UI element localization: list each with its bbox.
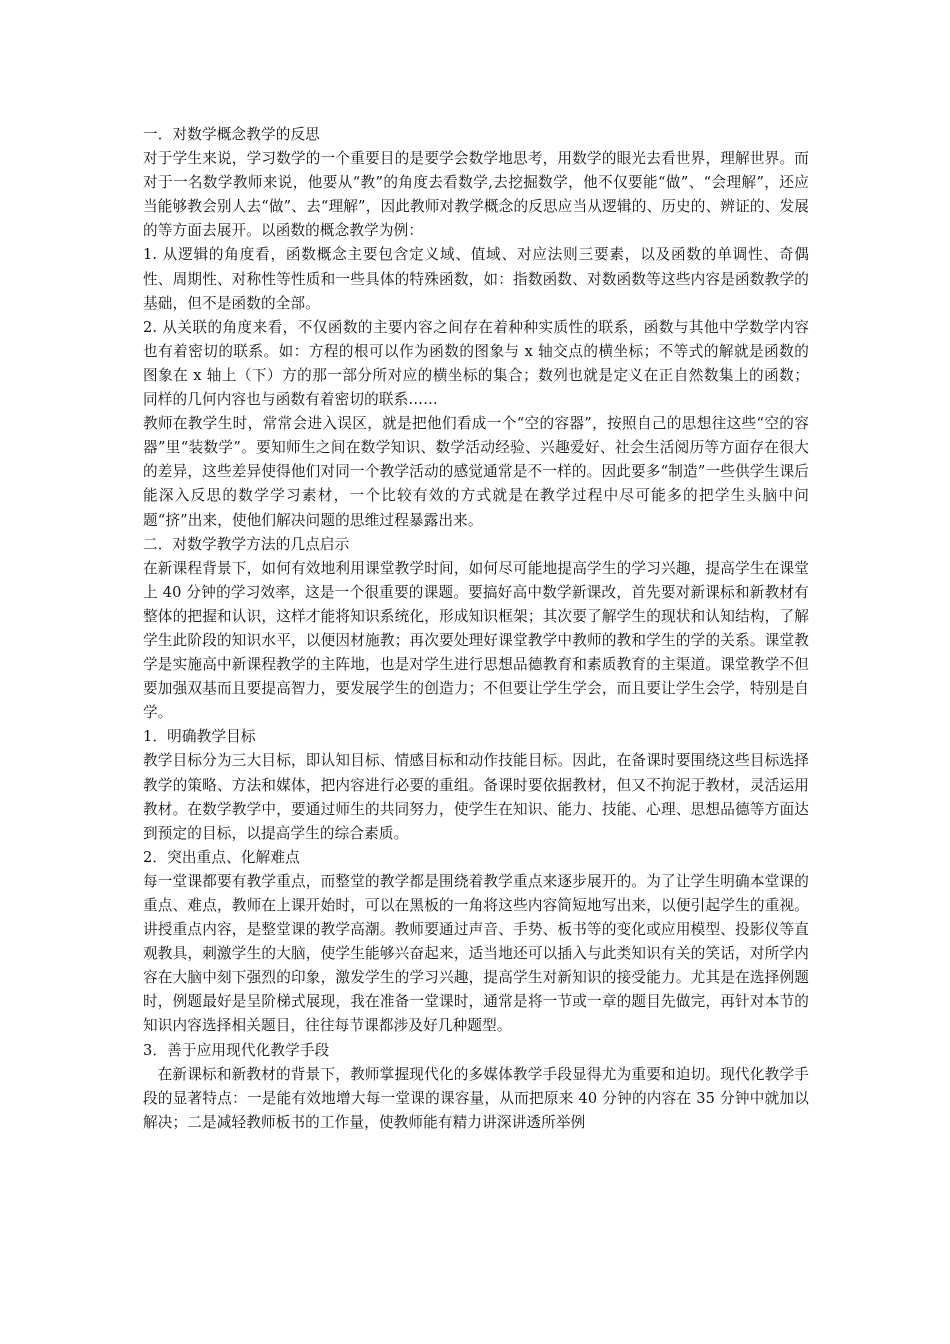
- document-page: [143, 123, 809, 1135]
- section-heading-2: 二．对数学教学方法的几点启示: [143, 535, 350, 553]
- paragraph: 2. 从关联的角度来看，不仅函数的主要内容之间存在着种种实质性的联系，函数与其他中学数学内容也有着密切的联系。如：方程的根可以作为函数的图象与 x 轴交点的横坐标；不等式的解就是函数的图象在 x 轴上（下）方的那一部分所对应的横坐标的集合；数列也就是定义在正自然数集上的函数；同样的几何内容也与函数有着密切的联系……: [143, 318, 809, 409]
- paragraph: 1. 从逻辑的角度看，函数概念主要包含定义域、值域、对应法则三要素，以及函数的单调性、奇偶性、周期性、对称性等性质和一些具体的特殊函数，如：指数函数、对数函数等这些内容是函数教学的基础，但不是函数的全部。: [143, 246, 809, 312]
- paragraph: 对于学生来说，学习数学的一个重要目的是要学会数学地思考，用数学的眼光去看世界，理解世界。而对于一名数学教师来说，他要从“教”的角度去看数学,去挖掘数学，他不仅要能“做”、“会理解”，还应当能够教会别人去“做”、去“理解”，因此教师对教学概念的反思应当从逻辑的、历史的、辨证的、发展的等方面去展开。以函数的概念教学为例：: [143, 150, 809, 240]
- subheading-2: 2．突出重点、化解难点: [143, 848, 300, 866]
- subheading-3: 3．善于应用现代化教学手段: [143, 1041, 330, 1059]
- section-heading-1: 一．对数学概念教学的反思: [143, 126, 320, 143]
- paragraph: 教师在教学生时，常常会进入误区，就是把他们看成一个“空的容器”，按照自己的思想往这些“空的容器”里“装数学”。要知师生之间在数学知识、数学活动经验、兴趣爱好、社会生活阅历等方面存在很大的差异，这些差异使得他们对同一个教学活动的感觉通常是不一样的。因此要多“制造”一些供学生课后能深入反思的数学学习素材，一个比较有效的方式就是在教学过程中尽可能多的把学生头脑中问题“挤”出来，使他们解决问题的思维过程暴露出来。: [143, 415, 809, 529]
- paragraph: 在新课标和新教材的背景下，教师掌握现代化的多媒体教学手段显得尤为重要和迫切。现代化教学手段的显著特点：一是能有效地增大每一堂课的课容量，从而把原来 40 分钟的内容在 35 分钟中就加以解决；二是减轻教师板书的工作量，使教师能有精力讲深讲透所举例: [143, 1065, 809, 1131]
- subheading-1: 1．明确教学目标: [143, 728, 256, 746]
- paragraph: 在新课程背景下，如何有效地利用课堂教学时间，如何尽可能地提高学生的学习兴趣，提高学生在课堂上 40 分钟的学习效率，这是一个很重要的课题。要搞好高中数学新课改，首先要对新课标和新教材有整体的把握和认识，这样才能将知识系统化，形成知识框架；其次要了解学生的现状和认知结构，了解学生此阶段的知识水平，以便因材施教；再次要处理好课堂教学中教师的教和学生的学的关系。课堂教学是实施高中新课程教学的主阵地，也是对学生进行思想品德教育和素质教育的主渠道。课堂教学不但要加强双基而且要提高智力，要发展学生的创造力；不但要让学生学会，而且要让学生会学，特别是自学。: [143, 559, 809, 722]
- paragraph: 教学目标分为三大目标，即认知目标、情感目标和动作技能目标。因此，在备课时要围绕这些目标选择教学的策略、方法和媒体，把内容进行必要的重组。备课时要依据教材，但又不拘泥于教材，灵活运用教材。在数学教学中，要通过师生的共同努力，使学生在知识、能力、技能、心理、思想品德等方面达到预定的目标，以提高学生的综合素质。: [143, 752, 809, 842]
- paragraph: 每一堂课都要有教学重点，而整堂的教学都是围绕着教学重点来逐步展开的。为了让学生明确本堂课的重点、难点，教师在上课开始时，可以在黑板的一角将这些内容简短地写出来，以便引起学生的重视。讲授重点内容，是整堂课的教学高潮。教师要通过声音、手势、板书等的变化或应用模型、投影仪等直观教具，刺激学生的大脑，使学生能够兴奋起来，适当地还可以插入与此类知识有关的笑话，对所学内容在大脑中刻下强烈的印象，激发学生的学习兴趣，提高学生对新知识的接受能力。尤其是在选择例题时，例题最好是呈阶梯式展现，我在准备一堂课时，通常是将一节或一章的题目先做完，再针对本节的知识内容选择相关题目，往往每节课都涉及好几种题型。: [143, 872, 809, 1035]
